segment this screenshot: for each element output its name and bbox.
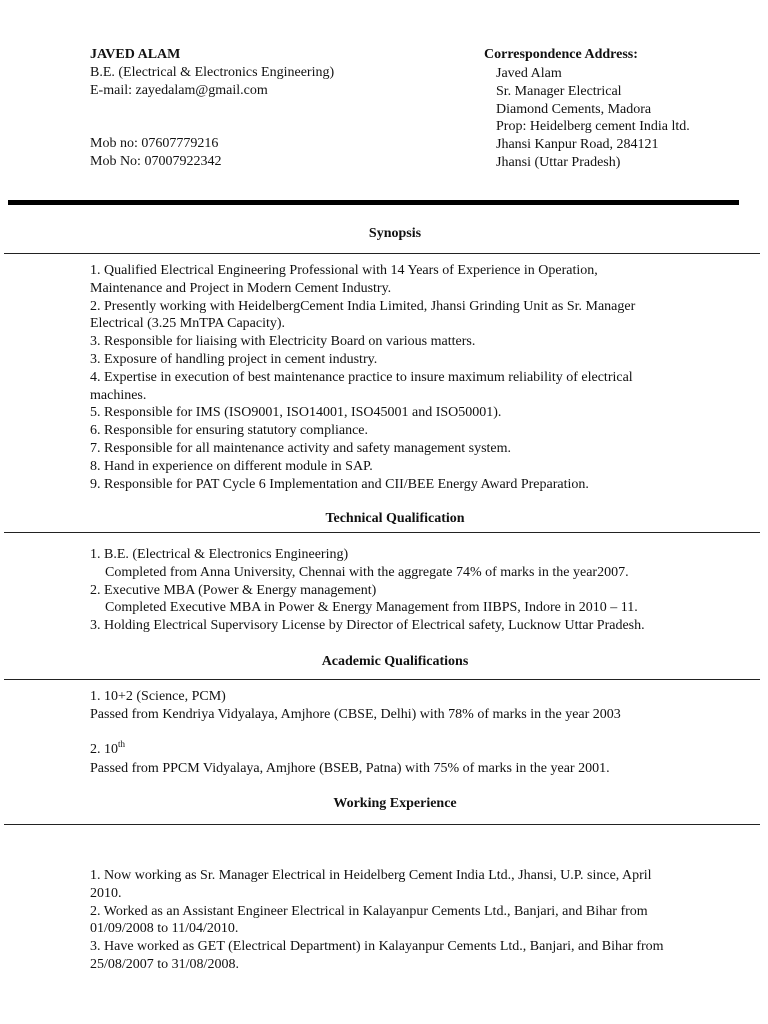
synopsis-line: 5. Responsible for IMS (ISO9001, ISO14001, ISO45001 and ISO50001). xyxy=(90,405,502,421)
technical-line: 1. B.E. (Electrical & Electronics Engineering) xyxy=(90,547,349,562)
technical-line: 3. Holding Electrical Supervisory License by Director of Electrical safety, Lucknow Uttar Pradesh. xyxy=(90,618,645,634)
synopsis-line: 9. Responsible for PAT Cycle 6 Implementation and CII/BEE Energy Award Preparation. xyxy=(90,476,589,492)
address-line: Jhansi Kanpur Road, 284121 xyxy=(496,137,659,153)
section-divider xyxy=(4,679,760,680)
email: E-mail: zayedalam@gmail.com xyxy=(90,83,268,98)
address-line: Javed Alam xyxy=(496,66,562,81)
synopsis-line: 2. Presently working with HeidelbergCement India Limited, Jhansi Grinding Unit as Sr. Manager xyxy=(90,298,636,314)
mobile-1: Mob no: 07607779216 xyxy=(90,136,219,151)
synopsis-heading: Synopsis xyxy=(368,226,422,241)
experience-list xyxy=(90,867,664,974)
section-divider xyxy=(4,824,760,825)
address-line: Jhansi (Uttar Pradesh) xyxy=(496,154,621,170)
address-line: Prop: Heidelberg cement India ltd. xyxy=(496,119,690,135)
header-divider xyxy=(8,200,739,205)
address-line: Diamond Cements, Madora xyxy=(496,101,652,117)
experience-line: 01/09/2008 to 11/04/2010. xyxy=(90,921,239,937)
synopsis-line: 3. Responsible for liaising with Electricity Board on various matters. xyxy=(90,334,476,350)
synopsis-line: machines. xyxy=(90,387,147,403)
synopsis-line: 8. Hand in experience on different module in SAP. xyxy=(90,458,373,474)
address-line: Sr. Manager Electrical xyxy=(496,83,622,99)
technical-line: Completed Executive MBA in Power & Energy Management from IIBPS, Indore in 2010 – 11. xyxy=(105,600,638,616)
section-divider xyxy=(4,253,760,254)
experience-line: 2010. xyxy=(90,885,122,901)
academic-item-2-detail: Passed from PPCM Vidyalaya, Amjhore (BSEB, Patna) with 75% of marks in the year 2001. xyxy=(90,761,610,776)
synopsis-line: 7. Responsible for all maintenance activity and safety management system. xyxy=(90,440,512,456)
address-title: Correspondence Address: xyxy=(484,47,638,62)
academic-item-2-title: 2. 10th xyxy=(90,739,126,757)
technical-list xyxy=(90,546,645,635)
academic-item-1-detail: Passed from Kendriya Vidyalaya, Amjhore (CBSE, Delhi) with 78% of marks in the year 2003 xyxy=(90,707,621,722)
candidate-name: JAVED ALAM xyxy=(90,47,181,62)
synopsis-line: 3. Exposure of handling project in cement industry. xyxy=(90,351,378,367)
synopsis-line: Electrical (3.25 MnTPA Capacity). xyxy=(90,316,286,332)
synopsis-list xyxy=(90,262,635,493)
superscript: th xyxy=(118,739,126,749)
technical-heading: Technical Qualification xyxy=(325,511,465,526)
synopsis-line: 1. Qualified Electrical Engineering Professional with 14 Years of Experience in Operation, xyxy=(90,263,598,278)
experience-line: 2. Worked as an Assistant Engineer Electrical in Kalayanpur Cements Ltd., Banjari, and Bihar from xyxy=(90,903,648,919)
academic-item-1-title: 1. 10+2 (Science, PCM) xyxy=(90,689,226,704)
technical-line: 2. Executive MBA (Power & Energy management) xyxy=(90,582,377,598)
experience-heading: Working Experience xyxy=(333,796,457,811)
address-block xyxy=(496,65,690,172)
section-divider xyxy=(4,532,760,533)
synopsis-line: Maintenance and Project in Modern Cement Industry. xyxy=(90,280,392,296)
technical-line: Completed from Anna University, Chennai with the aggregate 74% of marks in the year2007. xyxy=(105,564,629,580)
synopsis-line: 6. Responsible for ensuring statutory compliance. xyxy=(90,423,368,439)
mobile-2: Mob No: 07007922342 xyxy=(90,154,222,169)
experience-line: 25/08/2007 to 31/08/2008. xyxy=(90,956,239,972)
experience-line: 1. Now working as Sr. Manager Electrical in Heidelberg Cement India Ltd., Jhansi, U.P. since, April xyxy=(90,868,652,883)
academic-heading: Academic Qualifications xyxy=(321,654,469,669)
synopsis-line: 4. Expertise in execution of best maintenance practice to insure maximum reliability of electrical xyxy=(90,369,633,385)
degree: B.E. (Electrical & Electronics Engineering) xyxy=(90,65,335,80)
experience-line: 3. Have worked as GET (Electrical Department) in Kalayanpur Cements Ltd., Banjari, and Bihar from xyxy=(90,939,664,955)
